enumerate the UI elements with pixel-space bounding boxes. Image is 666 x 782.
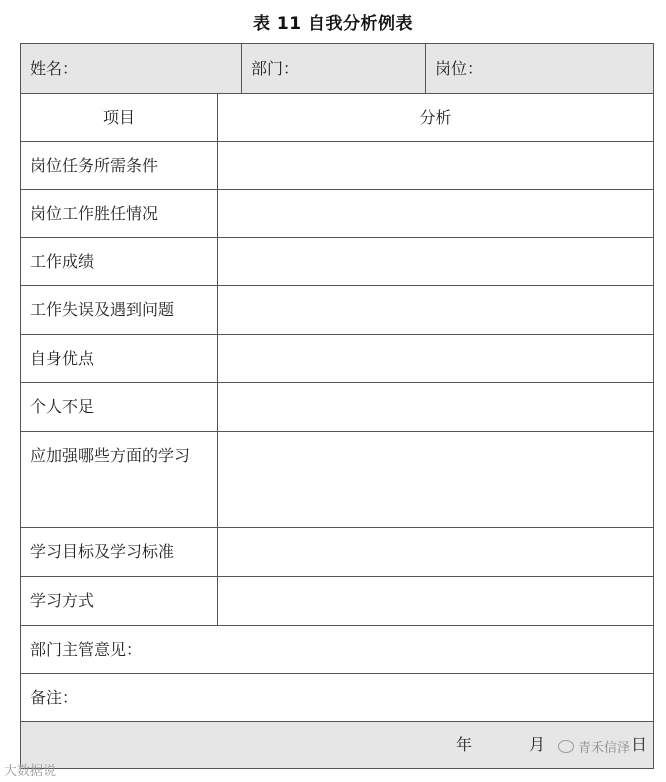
self-analysis-form bbox=[20, 43, 654, 769]
column-header-analysis: 分析 bbox=[217, 93, 654, 141]
item-label: 应加强哪些方面的学习 bbox=[20, 431, 217, 527]
analysis-cell[interactable] bbox=[217, 431, 654, 527]
item-label: 个人不足 bbox=[20, 382, 217, 431]
table-title: 表 11 自我分析例表 bbox=[253, 14, 413, 34]
item-label: 岗位任务所需条件 bbox=[20, 141, 217, 189]
analysis-cell[interactable] bbox=[217, 382, 654, 431]
analysis-cell[interactable] bbox=[217, 285, 654, 334]
post-field[interactable] bbox=[425, 43, 654, 93]
item-label: 学习方式 bbox=[20, 576, 217, 625]
department-field[interactable] bbox=[241, 43, 425, 93]
manager-opinion-label: 部门主管意见： bbox=[30, 639, 143, 659]
item-label: 工作成绩 bbox=[20, 237, 217, 285]
remarks-field[interactable] bbox=[20, 673, 654, 721]
analysis-cell[interactable] bbox=[217, 141, 654, 189]
analysis-cell[interactable] bbox=[217, 189, 654, 237]
remarks-label: 备注： bbox=[30, 687, 79, 707]
name-label: 姓名： bbox=[30, 58, 79, 78]
watermark-right: 青禾信泽 bbox=[558, 737, 630, 756]
analysis-cell[interactable] bbox=[217, 334, 654, 382]
analysis-cell[interactable] bbox=[217, 237, 654, 285]
analysis-cell[interactable] bbox=[217, 576, 654, 625]
item-label: 岗位工作胜任情况 bbox=[20, 189, 217, 237]
date-day: 日 bbox=[631, 735, 648, 754]
date-month: 月 bbox=[529, 735, 546, 754]
date-year: 年 bbox=[456, 735, 473, 754]
column-header-item: 项目 bbox=[20, 93, 217, 141]
post-label: 岗位： bbox=[435, 58, 484, 78]
wechat-icon bbox=[558, 740, 574, 753]
manager-opinion-field[interactable] bbox=[20, 625, 654, 673]
watermark-left: 大数据说 bbox=[4, 764, 57, 779]
item-label: 学习目标及学习标准 bbox=[20, 527, 217, 576]
item-label: 工作失误及遇到问题 bbox=[20, 285, 217, 334]
item-label: 自身优点 bbox=[20, 334, 217, 382]
name-field[interactable] bbox=[20, 43, 241, 93]
analysis-cell[interactable] bbox=[217, 527, 654, 576]
department-label: 部门： bbox=[251, 58, 300, 78]
